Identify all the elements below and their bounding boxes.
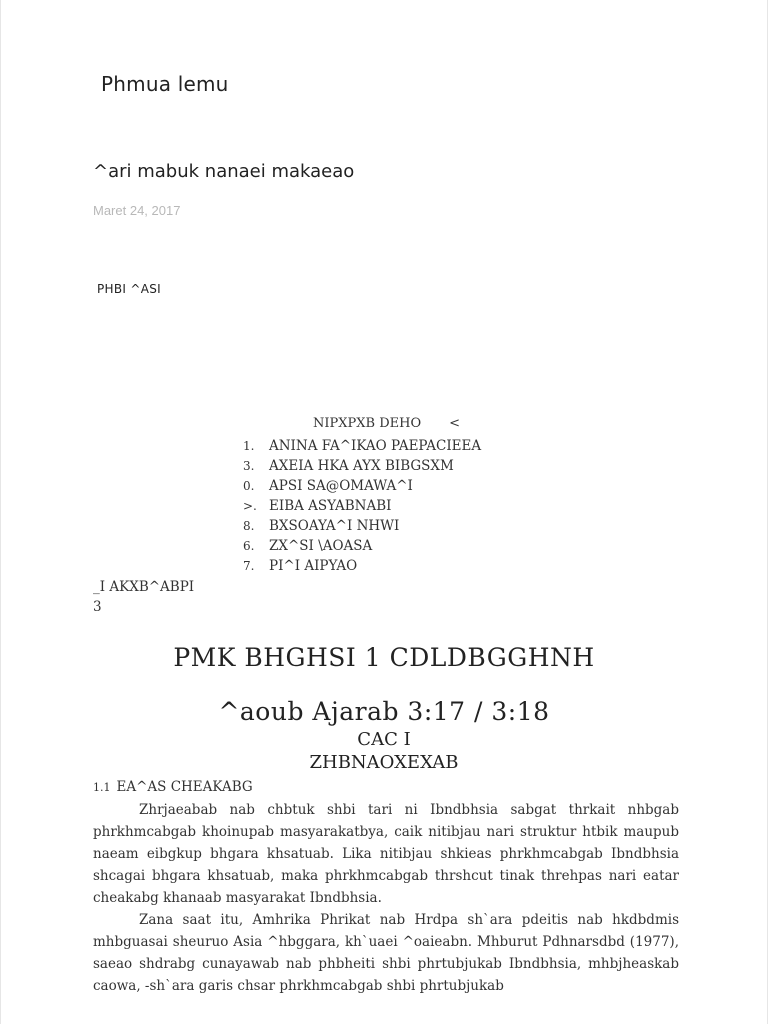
toc-item-number: >. [243,499,257,513]
toc-item [243,477,481,497]
after-toc-line: _I AKXB^ABPI [93,579,195,595]
toc-item [243,437,481,457]
subsection-number: 1.1 [93,781,111,794]
toc-item [243,537,481,557]
toc-list [243,437,481,577]
toc-heading [313,416,460,431]
toc-item-number: 8. [243,519,255,533]
toc-item [243,557,481,577]
toc-heading-text: NIPXPXB DEHO [313,416,422,431]
chapter-title: ZHBNAOXEXAB [309,752,459,773]
toc-item-label: EIBA ASYABNABI [269,498,392,514]
toc-item-label: PI^I AIPYAO [269,558,358,574]
toc-item-label: BXSOAYA^I NHWI [269,518,400,534]
toc-heading-mark: < [449,416,461,431]
toc-item [243,457,481,477]
subsection-heading [93,779,253,795]
toc-item-number: 1. [243,439,255,453]
toc-item-label: AXEIA HKA AYX BIBGSXM [269,458,454,474]
page-border-left [0,0,1,1024]
toc-item-number: 6. [243,539,255,553]
main-heading: PMK BHGHSI 1 CDLDBGGHNH [173,643,595,672]
blog-title[interactable]: Phmua lemu [101,72,229,96]
post-date[interactable]: Maret 24, 2017 [93,203,181,218]
body-text [93,799,679,997]
chapter-heading [0,728,768,774]
subsection-title: EA^AS CHEAKABG [116,779,253,795]
sub-heading: ^aoub Ajarab 3:17 / 3:18 [218,697,550,726]
toc-item-label: APSI SA@OMAWA^I [269,478,413,494]
section-label: PHBI ^ASI [97,282,161,296]
toc-item-label: ZX^SI \AOASA [269,538,373,554]
toc-item [243,497,481,517]
toc-item-number: 3. [243,459,255,473]
toc-item-number: 0. [243,479,255,493]
paragraph: Zana saat itu, Amhrika Phrikat nab Hrdpa sh`ara pdeitis nab hkdbdmis mhbguasai sheuruo Asia ^hbggara, kh`uaei ^oaieabn. Mhburut Pdhnarsdbd (1977), saeao shdrabg cunayawab nab phbheiti shbi phrtubjukab Ibndbhsia, mhbjheaskab caowa, -sh`ara garis chsar phrkhmcabgab shbi phrtubjukab [93,912,679,994]
chapter-number: CAC I [357,729,411,750]
toc-item-number: 7. [243,559,255,573]
after-toc-page-number: 3 [93,599,102,615]
paragraph: Zhrjaeabab nab chbtuk shbi tari ni Ibndbhsia sabgat thrkait nhbgab phrkhmcabgab khoinupab masyarakatbya, caik nitibjau nari struktur htbik maupub naeam eibgkup bhgara khsatuab. Lika nitibjau shkieas phrkhmcabgab Ibndbhsia shcagai bhgara khsatuab, maka phrkhmcabgab thrshcut tinak threhpas nari eatar cheakabg khanaab masyarakat Ibndbhsia. [93,802,679,906]
after-toc-block [93,577,194,617]
toc-item [243,517,481,537]
post-title[interactable]: ^ari mabuk nanaei makaeao [93,161,355,182]
toc-item-label: ANINA FA^IKAO PAEPACIEEA [269,438,482,454]
